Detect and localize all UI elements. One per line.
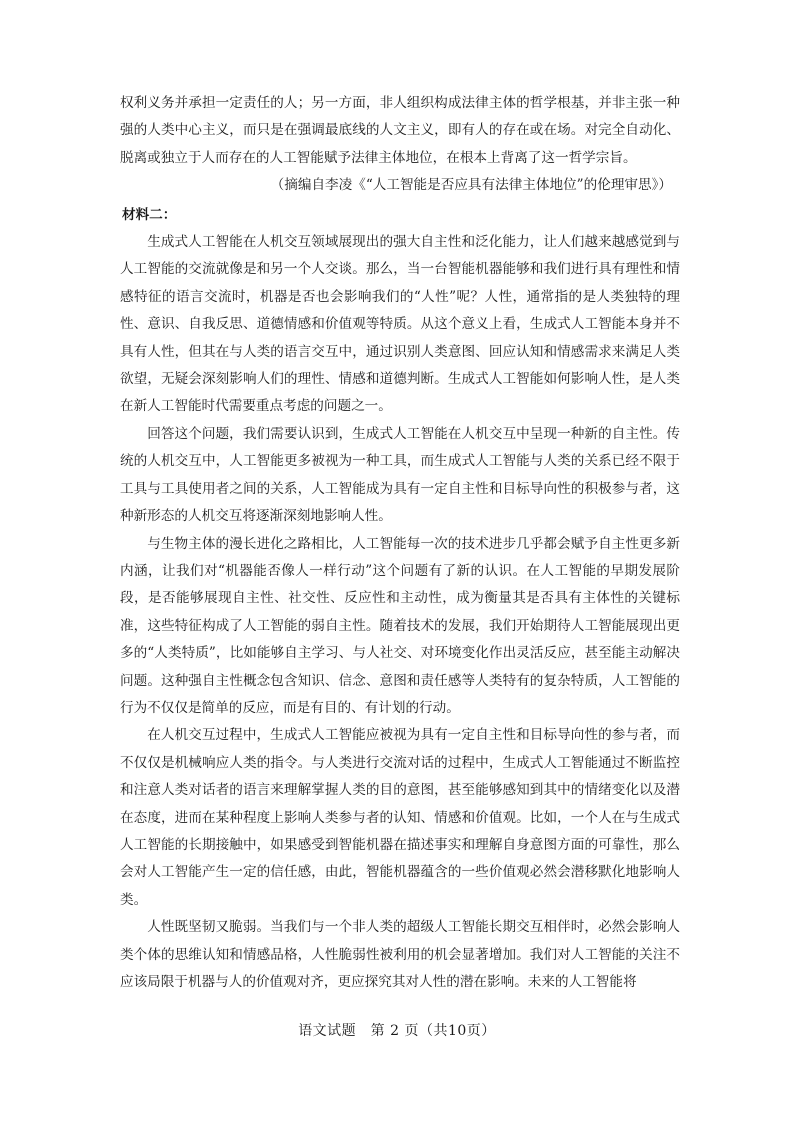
carryover-paragraph: 权利义务并承担一定责任的人；另一方面，非人组织构成法律主体的哲学根基，并非主张一种强的人类中心主义，而只是在强调最底线的人文主义，即有人的存在或在场。对完全自动化、脱离或独立于人而存在的人工智能赋予法律主体地位，在根本上背离了这一哲学宗旨。 <box>120 95 680 166</box>
body-paragraph: 人性既坚韧又脆弱。当我们与一个非人类的超级人工智能长期交互相伴时，必然会影响人类个体的思维认知和情感品格，人性脆弱性被利用的机会显著增加。我们对人工智能的关注不应该局限于机器与人的价值观对齐，更应探究其对人性的潜在影响。未来的人工智能将 <box>120 919 680 990</box>
page-body <box>120 90 680 996</box>
body-paragraph: 回答这个问题，我们需要认识到，生成式人工智能在人机交互中呈现一种新的自主性。传统的人机交互中，人工智能更多被视为一种工具，而生成式人工智能与人类的关系已经不限于工具与工具使用者之间的关系，人工智能成为具有一定自主性和目标导向性的积极参与者，这种新形态的人机交互将逐渐深刻地影响人性。 <box>120 425 680 525</box>
body-paragraph: 与生物主体的漫长进化之路相比，人工智能每一次的技术进步几乎都会赋予自主性更多新内涵，让我们对“机器能否像人一样行动”这个问题有了新的认识。在人工智能的早期发展阶段，是否能够展现自主性、社交性、反应性和主动性，成为衡量其是否具有主体性的关键标准，这些特征构成了人工智能的弱自主性。随着技术的发展，我们开始期待人工智能展现出更多的“人类特质”，比如能够自主学习、与人社交、对环境变化作出灵活反应，甚至能主动解决问题。这种强自主性概念包含知识、信念、意图和责任感等人类特有的复杂特质，人工智能的行为不仅仅是简单的反应，而是有目的、有计划的行动。 <box>120 535 680 716</box>
section-heading: 材料二： <box>122 206 177 223</box>
body-paragraph: 在人机交互过程中，生成式人工智能应被视为具有一定自主性和目标导向性的参与者，而不仅仅是机械响应人类的指令。与人类进行交流对话的过程中，生成式人工智能通过不断监控和注意人类对话者的语言来理解掌握人类的目的意图，甚至能够感知到其中的情绪变化以及潜在态度，进而在某种程度上影响人类参与者的认知、情感和价值观。比如，一个人在与生成式人工智能的长期接触中，如果感受到智能机器在描述事实和理解自身意图方面的可靠性，那么会对人工智能产生一定的信任感，由此，智能机器蕴含的一些价值观必然会潜移默化地影响人类。 <box>120 727 680 908</box>
body-paragraph: 生成式人工智能在人机交互领域展现出的强大自主性和泛化能力，让人们越来越感觉到与人工智能的交流就像是和另一个人交谈。那么，当一台智能机器能够和我们进行具有理性和情感特征的语言交流时，机器是否也会影响我们的“人性”呢？人性，通常指的是人类独特的理性、意识、自我反思、道德情感和价值观等特质。从这个意义上看，生成式人工智能本身并不具有人性，但其在与人类的语言交互中，通过识别人类意图、回应认知和情感需求来满足人类欲望，无疑会深刻影响人们的理性、情感和道德判断。生成式人工智能如何影响人性，是人类在新人工智能时代需要重点考虑的问题之一。 <box>120 234 680 415</box>
page-footer: 语文试题 第 2 页（共10页） <box>298 1023 496 1039</box>
source-citation: （摘编自李凌《“人工智能是否应具有法律主体地位”的伦理审思》） <box>270 177 672 194</box>
